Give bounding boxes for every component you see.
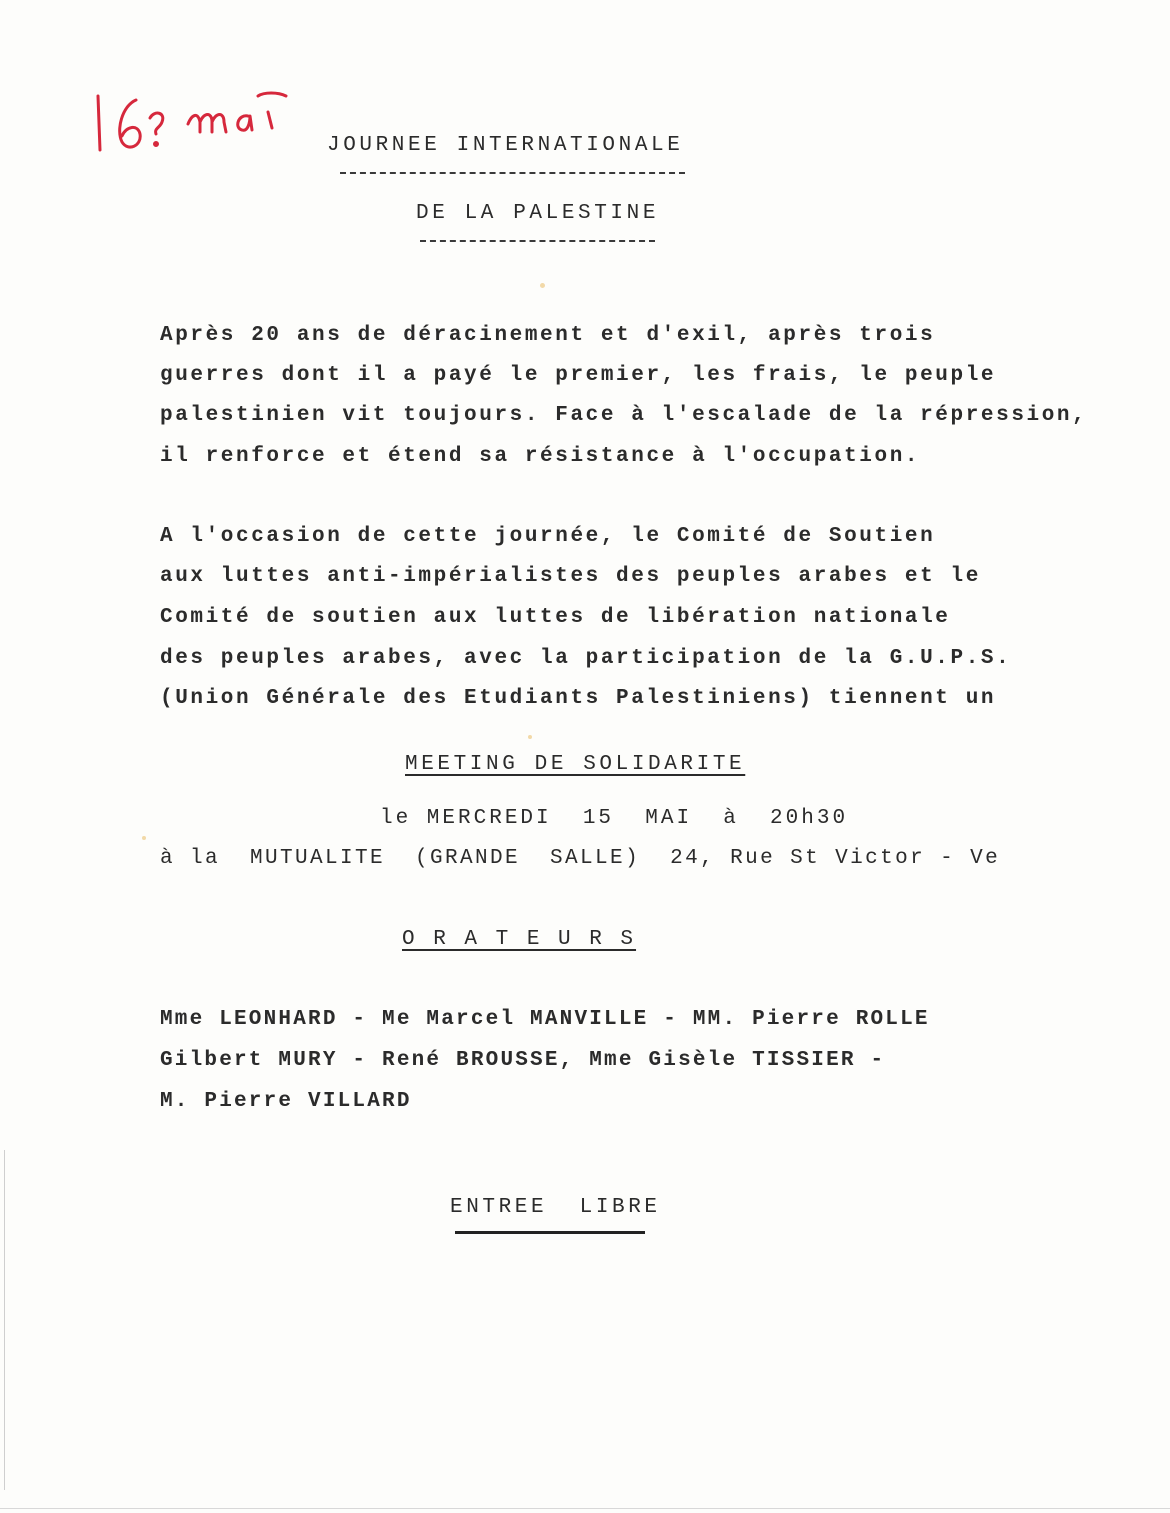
speakers-line: M. Pierre VILLARD [160,1090,412,1113]
paragraph-1-line: guerres dont il a payé le premier, les frais, le peuple [160,364,997,387]
title-line-1-underline [340,172,685,174]
paragraph-2-line: Comité de soutien aux luttes de libération nationale [160,606,951,629]
meeting-title: MEETING DE SOLIDARITE [405,753,746,776]
speakers-line: Gilbert MURY - René BROUSSE, Mme Gisèle TISSIER - [160,1049,886,1072]
scan-edge-left [4,1150,5,1490]
speakers-heading: O R A T E U R S [402,928,637,951]
meeting-venue: à la MUTUALITE (GRANDE SALLE) 24, Rue St Victor - Ve [160,847,1001,870]
paragraph-2-line: aux luttes anti-impérialistes des peuples arabes et le [160,565,981,588]
meeting-date: le MERCREDI 15 MAI à 20h30 [380,807,849,830]
title-line-2-underline [420,240,655,242]
scan-edge-bottom [0,1508,1170,1509]
paragraph-2-line: des peuples arabes, avec la participation de la G.U.P.S. [160,647,1012,670]
paragraph-1-line: palestinien vit toujours. Face à l'escalade de la répression, [160,404,1088,427]
handwritten-date-annotation [88,78,298,168]
paper-speck [142,836,146,840]
speakers-line: Mme LEONHARD - Me Marcel MANVILLE - MM. Pierre ROLLE [160,1008,930,1031]
paragraph-1-line: Après 20 ans de déracinement et d'exil, après trois [160,324,936,347]
paper-speck [540,283,545,288]
free-entry-underline [455,1231,645,1234]
free-entry: ENTREE LIBRE [450,1196,661,1219]
title-line-1: JOURNEE INTERNATIONALE [327,134,684,157]
title-line-2: DE LA PALESTINE [416,202,660,225]
paragraph-2-line: (Union Générale des Etudiants Palestiniens) tiennent un [160,687,997,710]
paragraph-2-line: A l'occasion de cette journée, le Comité de Soutien [160,525,936,548]
paragraph-1-line: il renforce et étend sa résistance à l'occupation. [160,445,921,468]
paper-speck [528,735,532,739]
